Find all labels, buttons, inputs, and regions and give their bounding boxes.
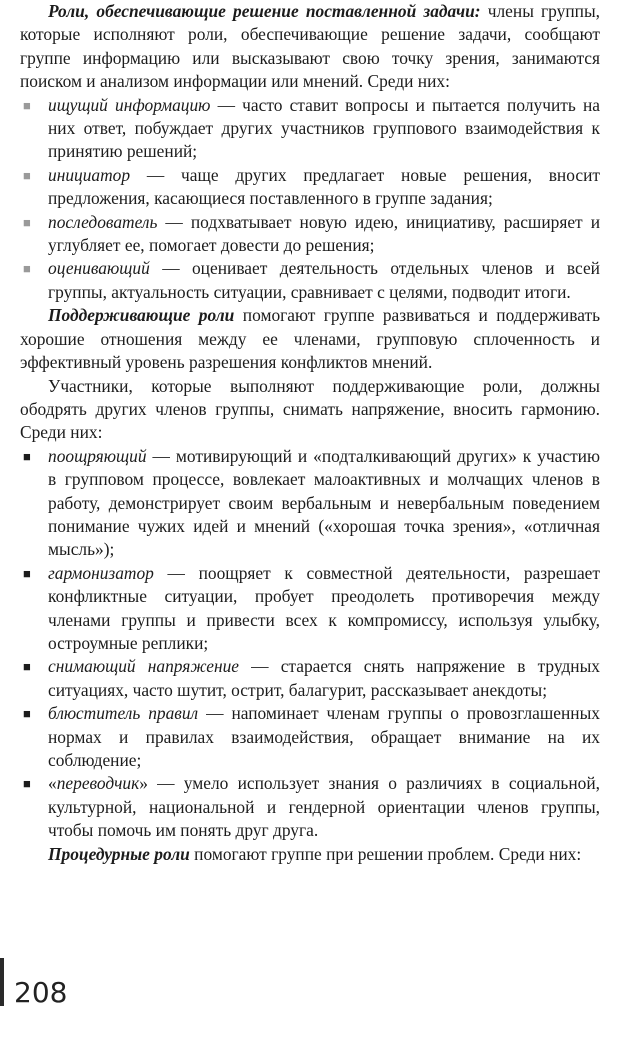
bullet-icon: ■ (23, 167, 31, 183)
item-term: гармонизатор (48, 562, 154, 583)
item-prefix: « (48, 773, 57, 794)
bullet-icon: ■ (23, 448, 31, 464)
item-text: — напоминает членам группы о провозглашенных нормах и правилах взаимодействия, обращает внимание на их соблюдение; (48, 703, 600, 770)
bullet-icon: ■ (23, 659, 31, 675)
paragraph (20, 0, 600, 94)
bullet-icon: ■ (23, 97, 31, 113)
page-text (20, 0, 600, 866)
paragraph-text: помогают группе при решении проблем. Среди них: (189, 843, 582, 864)
paragraph-text: члены группы, которые исполняют роли, обеспечивающие решение задачи, сообщают группе информацию или высказывают свою точку зрения, занимаются поиском и анализом информации или мнений. Среди них: (20, 1, 600, 92)
list-item (20, 164, 600, 211)
paragraph (20, 304, 600, 374)
bullet-icon: ■ (23, 776, 31, 792)
item-term: блюститель правил (48, 703, 199, 724)
item-text: — подхватывает новую идею, инициативу, расширяет и углубляет ее, помогает довести до решения; (48, 211, 600, 256)
paragraph-lead: Роли, обеспечивающие решение поставленной задачи: (48, 1, 481, 21)
paragraph (20, 375, 600, 445)
item-text: — часто ставит вопросы и пытается получить на них ответ, побуждает других участников группового взаимодействия к принятию решений; (48, 94, 600, 162)
item-text: — старается снять напряжение в трудных ситуациях, часто шутит, острит, балагурит, рассказывает анекдоты; (48, 656, 600, 700)
list-item (20, 211, 600, 258)
bullet-icon: ■ (23, 706, 31, 722)
item-text: — мотивирующий и «подталкивающий других» к участию в групповом процессе, вовлекает малоактивных и молчащих членов в работу, демонстрирует своим вербальным и невербальным поведением понимание чужих идей и мнений («хорошая точка зрения», «отличная мысль»); (48, 445, 600, 560)
paragraph-lead: Процедурные роли (48, 843, 190, 864)
item-term: поощряющий (48, 445, 147, 466)
list-item (20, 445, 600, 562)
page-number: 208 (14, 976, 68, 1009)
bullet-icon: ■ (23, 565, 31, 581)
page-margin-bar (0, 958, 4, 1006)
item-term: ищущий информацию (48, 94, 211, 115)
paragraph-text: Участники, которые выполняют поддерживающие роли, должны ободрять других членов группы, снимать напряжение, вносить гармонию. Среди них: (20, 375, 600, 443)
bullet-icon: ■ (23, 261, 31, 277)
list-item (20, 257, 600, 304)
item-term: последователь (48, 211, 158, 232)
role-list (20, 94, 600, 305)
list-item (20, 94, 600, 164)
item-term: инициатор (48, 164, 131, 185)
item-text: » — умело использует знания о различиях в социальной, культурной, национальной и гендерной ориентации членов группы, чтобы помочь им понять друг друга. (48, 773, 600, 841)
item-term: снимающий напряжение (48, 656, 240, 677)
role-list (20, 445, 600, 843)
paragraph-lead: Поддерживающие роли (48, 305, 235, 326)
list-item (20, 655, 600, 702)
list-item (20, 772, 600, 842)
item-term: оценивающий (48, 258, 150, 279)
item-text: — оценивает деятельность отдельных членов и всей группы, актуальность ситуации, сравнивает с целями, подводит итоги. (48, 258, 600, 302)
list-item (20, 702, 600, 772)
item-text: — чаще других предлагает новые решения, вносит предложения, касающиеся поставленного в группе задания; (48, 164, 600, 209)
paragraph (20, 843, 600, 866)
item-term: переводчик (56, 773, 140, 794)
paragraph-text: помогают группе развиваться и поддерживать хорошие отношения между ее членами, групповую сплоченность и эффективный уровень разрешения конфликтов мнений. (20, 305, 600, 373)
item-text: — поощряет к совместной деятельности, разрешает конфликтные ситуации, пробует преодолеть противоречия между членами группы и привести всех к компромиссу, используя улыбку, остроумные реплики; (48, 562, 600, 653)
bullet-icon: ■ (23, 214, 31, 230)
list-item (20, 562, 600, 656)
